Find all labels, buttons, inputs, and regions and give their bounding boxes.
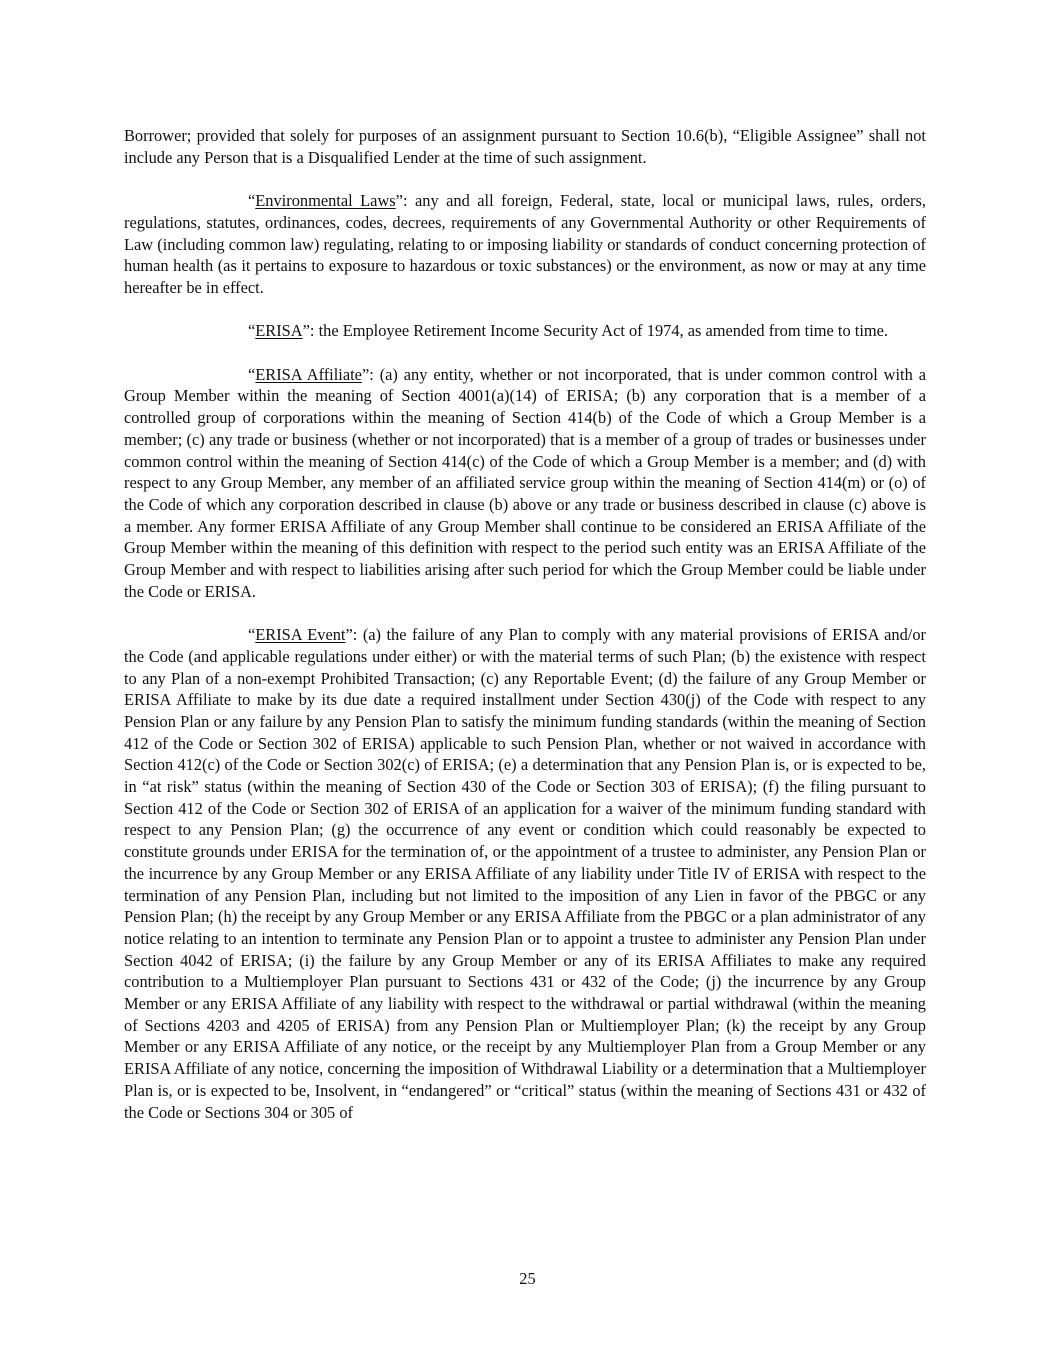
document-page <box>124 125 926 1145</box>
definition-erisa-event <box>124 624 926 1123</box>
continuation-paragraph: Borrower; provided that solely for purposes of an assignment pursuant to Section 10.6(b), “Eligible Assignee” shall not include any Person that is a Disqualified Lender at the time of such assignment. <box>124 126 926 167</box>
defined-term: ERISA Event <box>255 625 346 645</box>
defined-term: Environmental Laws <box>255 191 396 211</box>
open-quote: “ <box>248 625 256 645</box>
open-quote: “ <box>248 321 256 341</box>
page-number: 25 <box>519 1269 536 1288</box>
definition-environmental-laws <box>124 190 926 299</box>
open-quote: “ <box>248 191 256 211</box>
definition-text: any and all foreign, Federal, state, local or municipal laws, rules, orders, regulations, statutes, ordinances, codes, decrees, requirements of any Governmental Authority or other Requirements of Law (including common law) regulating, relating to or imposing liability or standards of conduct concerning protection of human health (as it pertains to exposure to hazardous or toxic substances) or the environment, as now or may at any time hereafter be in effect. <box>124 191 926 297</box>
defined-term: ERISA Affiliate <box>255 364 362 384</box>
definition-text: (a) the failure of any Plan to comply with any material provisions of ERISA and/or the Code (and applicable regulations under either) or with the material terms of such Plan; (b) the existence with respect to any Plan of a non-exempt Prohibited Transaction; (c) any Reportable Event; (d) the failure of any Group Member or ERISA Affiliate to make by its due date a required installment under Section 430(j) of the Code with respect to any Pension Plan or any failure by any Pension Plan to satisfy the minimum funding standards (within the meaning of Section 412 of the Code or Section 302 of ERISA) applicable to such Pension Plan, whether or not waived in accordance with Section 412(c) of the Code or Section 302(c) of ERISA; (e) a determination that any Pension Plan is, or is expected to be, in “at risk” status (within the meaning of Section 430 of the Code or Section 303 of ERISA); (f) the filing pursuant to Section 412 of the Code or Section 302 of ERISA of an application for a waiver of the minimum funding standard with respect to any Pension Plan; (g) the occurrence of any event or condition which could reasonably be expected to constitute grounds under ERISA for the termination of, or the appointment of a trustee to administer, any Pension Plan or the incurrence by any Group Member or any ERISA Affiliate of any liability under Title IV of ERISA with respect to the termination of any Pension Plan, including but not limited to the imposition of any Lien in favor of the PBGC or any Pension Plan; (h) the receipt by any Group Member or any ERISA Affiliate from the PBGC or a plan administrator of any notice relating to an intention to terminate any Pension Plan or to appoint a trustee to administer any Pension Plan under Section 4042 of ERISA; (i) the failure by any Group Member or any of its ERISA Affiliates to make any required contribution to a Multiemployer Plan pursuant to Sections 431 or 432 of the Code; (j) the incurrence by any Group Member or any ERISA Affiliate of any liability with respect to the withdrawal or partial withdrawal (within the meaning of Sections 4203 and 4205 of ERISA) from any Pension Plan or Multiemployer Plan; (k) the receipt by any Group Member or any ERISA Affiliate of any notice, or the receipt by any Multiemployer Plan from a Group Member or any ERISA Affiliate of any notice, concerning the imposition of Withdrawal Liability or a determination that a Multiemployer Plan is, or is expected to be, Insolvent, in “endangered” or “critical” status (within the meaning of Sections 431 or 432 of the Code or Sections 304 or 305 of <box>124 625 926 1122</box>
open-quote: “ <box>248 364 256 384</box>
term-separator: ”: <box>395 191 415 211</box>
definition-erisa <box>124 320 926 342</box>
term-separator: ”: <box>345 625 363 645</box>
defined-term: ERISA <box>255 321 303 341</box>
definition-erisa-affiliate <box>124 364 926 603</box>
definition-text: the Employee Retirement Income Security Act of 1974, as amended from time to time. <box>318 321 888 341</box>
definition-text: (a) any entity, whether or not incorporated, that is under common control with a Group Member within the meaning of Section 4001(a)(14) of ERISA; (b) any corporation that is a member of a controlled group of corporations within the meaning of Section 414(b) of the Code of which a Group Member is a member; (c) any trade or business (whether or not incorporated) that is a member of a group of trades or businesses under common control within the meaning of Section 414(c) of the Code of which a Group Member is a member; and (d) with respect to any Group Member, any member of an affiliated service group within the meaning of Section 414(m) or (o) of the Code of which any corporation described in clause (b) above or any trade or business described in clause (c) above is a member. Any former ERISA Affiliate of any Group Member shall continue to be considered an ERISA Affiliate of the Group Member within the meaning of this definition with respect to the period such entity was an ERISA Affiliate of the Group Member and with respect to liabilities arising after such period for which the Group Member could be liable under the Code or ERISA. <box>124 364 926 601</box>
term-separator: ”: <box>302 321 319 341</box>
term-separator: ”: <box>361 364 380 384</box>
